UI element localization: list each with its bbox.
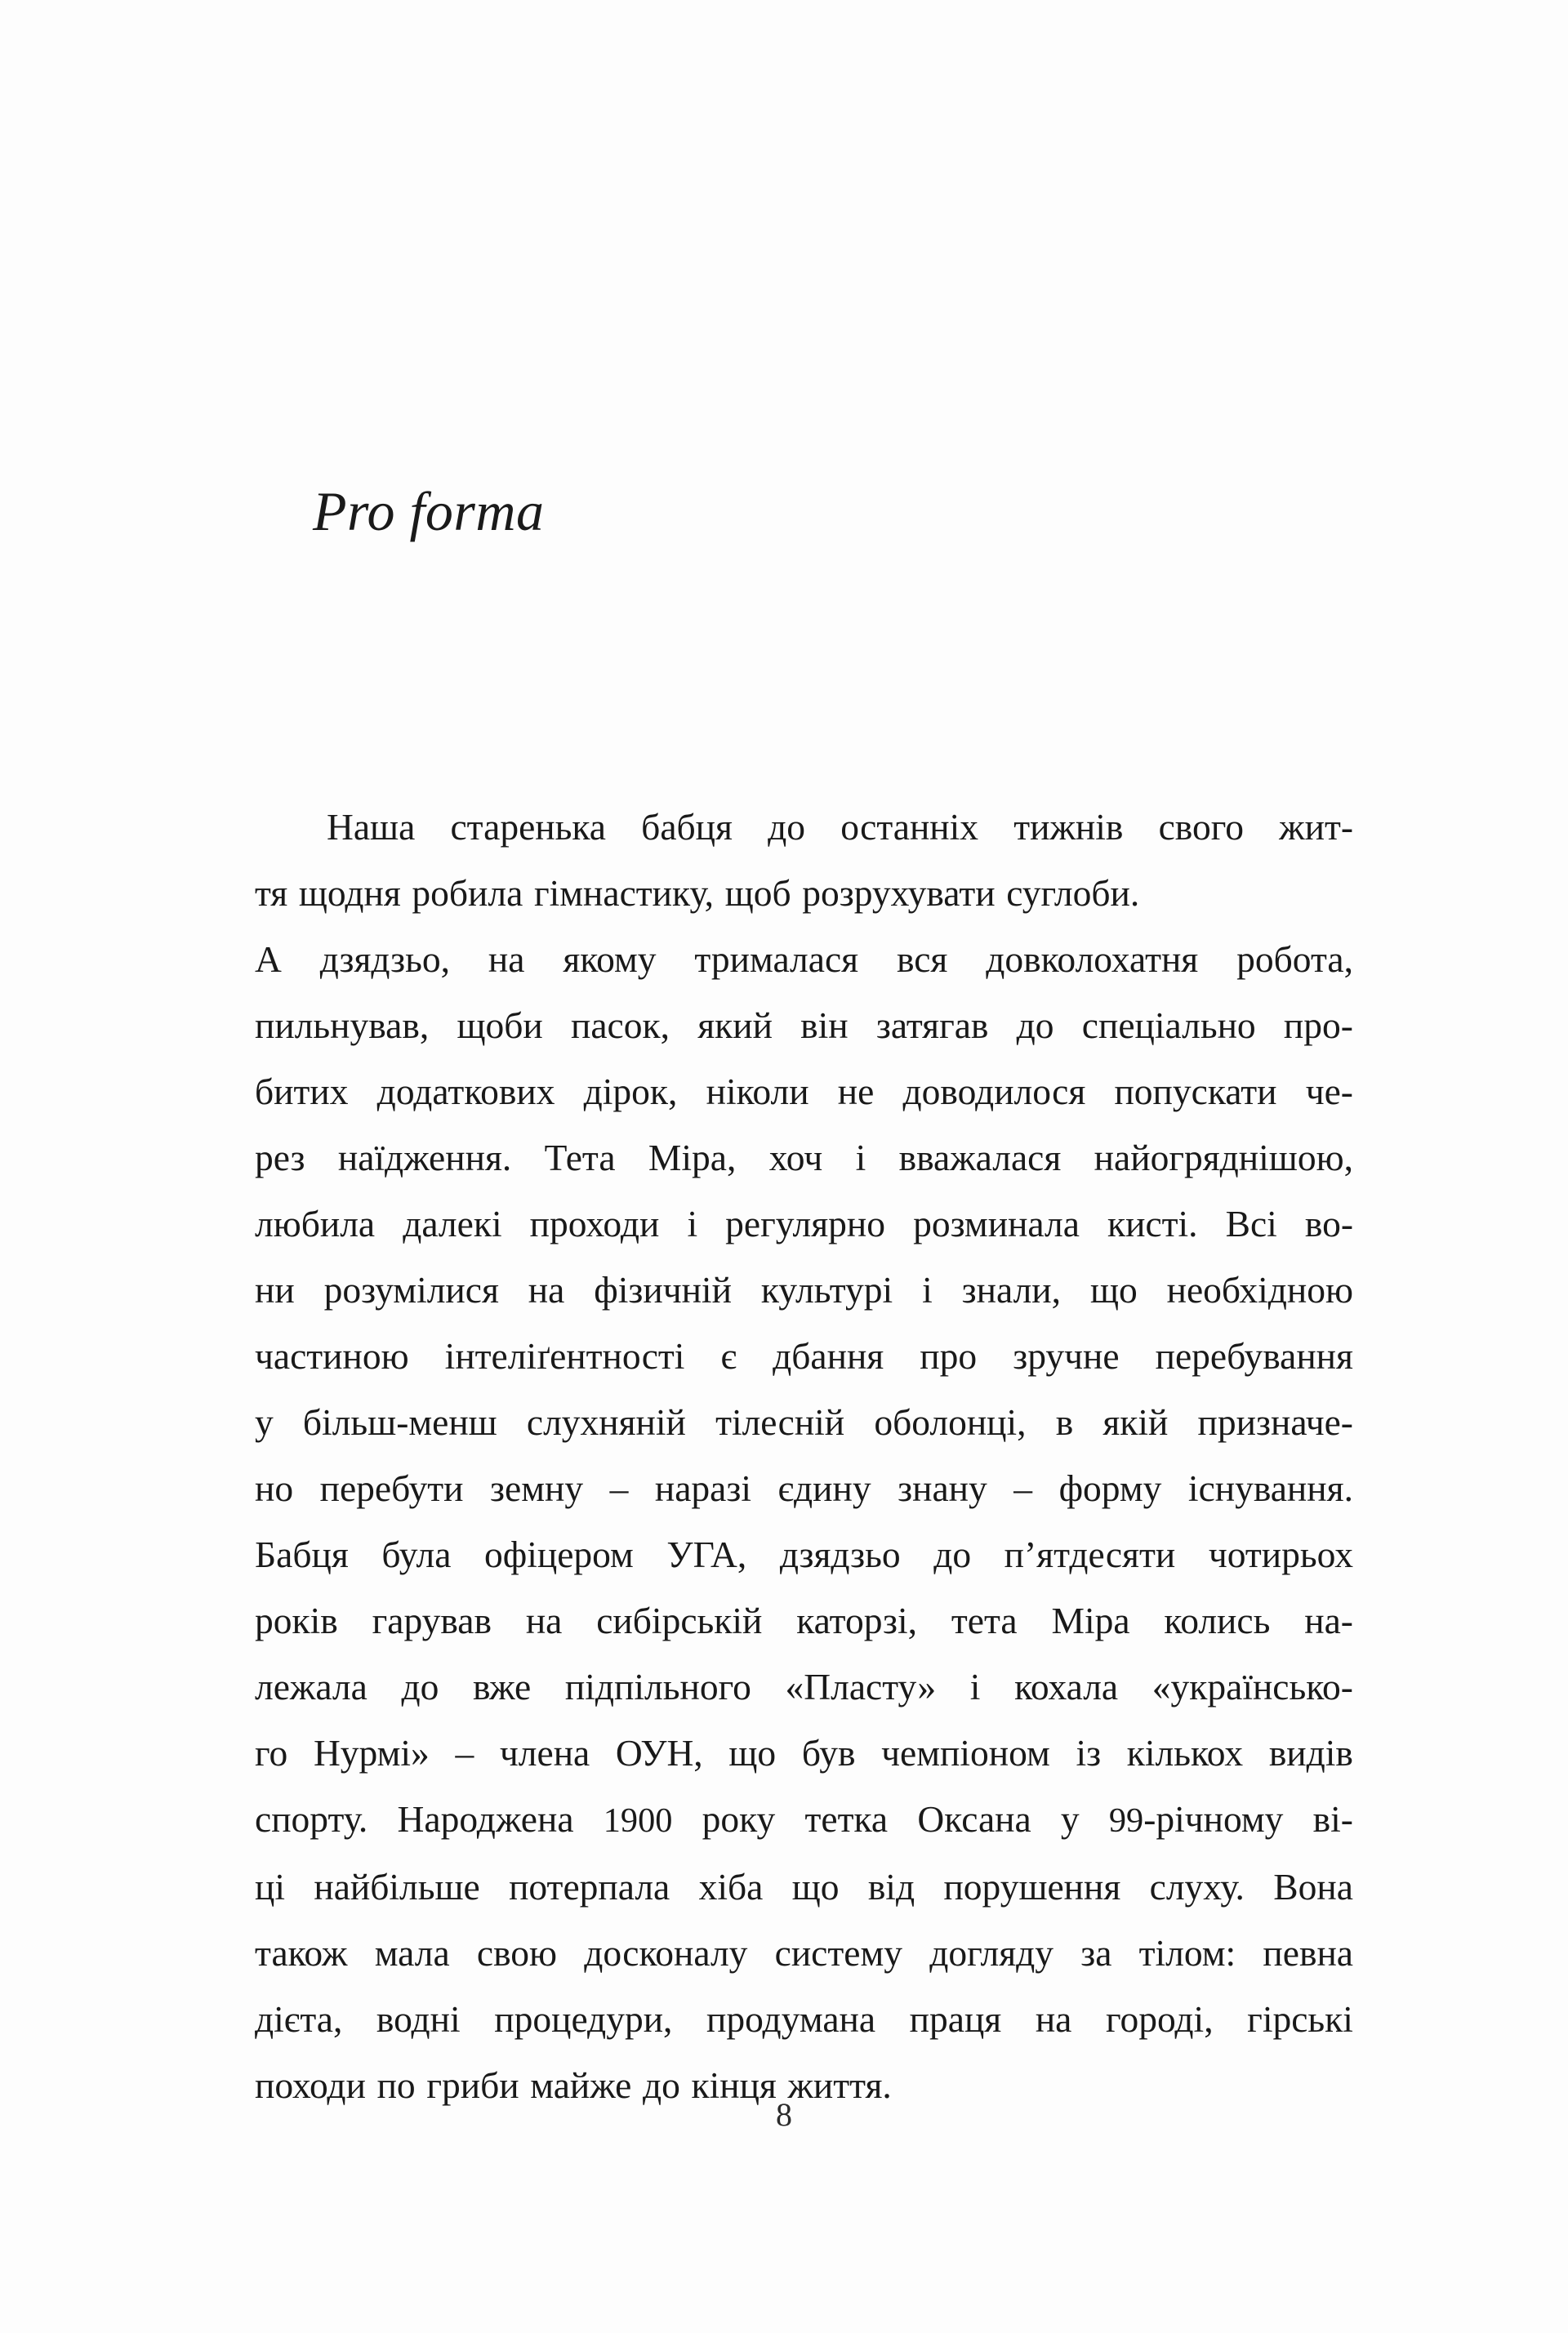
text-word: щоб: [724, 872, 791, 914]
body-text-line: [255, 860, 1353, 926]
text-word: за: [1080, 1932, 1112, 1974]
text-word: дієта,: [255, 1998, 343, 2040]
text-word: в: [1055, 1401, 1074, 1443]
text-word: на: [1035, 1998, 1072, 2040]
text-word: майже: [530, 2064, 632, 2106]
text-word: ніколи: [706, 1071, 809, 1112]
text-word: водні: [376, 1998, 461, 2040]
text-word: до: [401, 1666, 439, 1707]
text-word: Міра: [1051, 1600, 1130, 1641]
text-word: на: [525, 1600, 563, 1641]
text-word: щоби: [457, 1004, 543, 1046]
text-word: довколохатня: [986, 938, 1199, 980]
body-text-line: [255, 1654, 1353, 1720]
text-word: офіцером: [483, 1534, 634, 1575]
text-word: Бабця: [255, 1534, 349, 1575]
text-word: необхідною: [1166, 1269, 1353, 1311]
text-word: кількох: [1126, 1732, 1244, 1774]
text-word: тета: [951, 1600, 1018, 1641]
text-word: не: [837, 1071, 875, 1112]
text-word: років: [255, 1600, 338, 1641]
text-word: який: [697, 1004, 773, 1046]
text-word: пильнував,: [255, 1004, 430, 1046]
text-word: і: [922, 1269, 933, 1311]
text-word: найогряднішою,: [1094, 1137, 1353, 1178]
text-word: Народжена: [397, 1798, 574, 1840]
text-word: гірські: [1247, 1998, 1353, 2040]
text-word: знану: [898, 1467, 987, 1509]
text-word: А: [255, 938, 282, 980]
page-number: 8: [776, 2096, 792, 2133]
text-word: спорту.: [255, 1798, 368, 1840]
text-word: члена: [499, 1732, 590, 1774]
text-word: тілом:: [1138, 1932, 1236, 1974]
text-word: у: [1060, 1798, 1080, 1840]
text-word: гриби: [426, 2064, 519, 2106]
text-word: він: [800, 1004, 849, 1046]
text-word: робота,: [1236, 938, 1353, 980]
text-word: у: [255, 1401, 274, 1443]
text-word: чотирьох: [1208, 1534, 1353, 1575]
text-word: Вона: [1273, 1866, 1353, 1908]
text-word: оболонці,: [874, 1401, 1027, 1443]
text-word: про-: [1283, 1004, 1353, 1046]
text-word: на-: [1304, 1600, 1353, 1641]
text-word: тя: [255, 872, 288, 914]
text-word: якій: [1102, 1401, 1169, 1443]
text-word: попускати: [1114, 1071, 1277, 1112]
text-word: затягав: [875, 1004, 989, 1046]
text-word: битих: [255, 1071, 349, 1112]
text-word: дірок,: [583, 1071, 678, 1112]
body-text-line: [255, 1455, 1353, 1521]
text-word: земну: [490, 1467, 584, 1509]
text-word: інтеліґентності: [444, 1335, 685, 1377]
text-word: і: [855, 1137, 866, 1178]
text-word: пасок,: [570, 1004, 670, 1046]
text-word: ві-: [1312, 1798, 1353, 1840]
text-word: існування.: [1187, 1467, 1353, 1509]
text-word: любила: [255, 1203, 376, 1244]
text-word: також: [255, 1932, 348, 1974]
text-word: жит-: [1279, 806, 1353, 848]
text-word: розумілися: [323, 1269, 499, 1311]
text-word: від: [867, 1866, 915, 1908]
text-word: УГА,: [666, 1534, 747, 1575]
text-word: далекі: [403, 1203, 502, 1244]
text-word: культурі: [760, 1269, 893, 1311]
text-word: кінця: [691, 2064, 777, 2106]
text-word: із: [1076, 1732, 1102, 1774]
text-word: потерпала: [509, 1866, 670, 1908]
text-word: 1900: [603, 1801, 673, 1840]
text-word: певна: [1263, 1932, 1353, 1974]
text-word: ни: [255, 1269, 295, 1311]
text-word: до: [933, 1534, 972, 1575]
body-text-block: [255, 794, 1353, 2118]
text-word: дзядзьо,: [319, 938, 450, 980]
text-word: го: [255, 1732, 288, 1774]
text-word: була: [381, 1534, 452, 1575]
text-word: спеціально: [1081, 1004, 1256, 1046]
body-text-line: [255, 1786, 1353, 1854]
text-word: слуху.: [1149, 1866, 1245, 1908]
text-word: ці: [255, 1866, 285, 1908]
text-word: проходи: [529, 1203, 660, 1244]
text-word: зручне: [1013, 1335, 1120, 1377]
text-word: і: [969, 1666, 981, 1707]
text-word: «українсько-: [1152, 1666, 1353, 1707]
text-word: робила: [412, 872, 523, 914]
body-text-line: [255, 1058, 1353, 1124]
text-word: но: [255, 1467, 294, 1509]
text-word: є: [720, 1335, 737, 1377]
text-word: ОУН,: [615, 1732, 703, 1774]
text-word: городі,: [1105, 1998, 1214, 2040]
text-word: останніх: [840, 806, 979, 848]
text-word: найбільше: [314, 1866, 480, 1908]
text-word: регулярно: [725, 1203, 886, 1244]
body-text-line: [255, 1720, 1353, 1786]
text-word: лежала: [255, 1666, 368, 1707]
text-word: дбання: [773, 1335, 884, 1377]
text-word: наїдження.: [337, 1137, 512, 1178]
body-text-line: [255, 1854, 1353, 1920]
body-text-line: [255, 992, 1353, 1058]
text-word: чемпіоном: [881, 1732, 1050, 1774]
text-word: на: [528, 1269, 565, 1311]
body-text-line: [255, 1191, 1353, 1257]
page-title: Pro forma: [313, 479, 545, 542]
text-word: свою: [476, 1932, 558, 1974]
body-text-line: [255, 1257, 1353, 1323]
text-word: року: [702, 1798, 776, 1840]
text-word: походи: [255, 2064, 366, 2106]
text-word: вважалася: [898, 1137, 1062, 1178]
text-word: частиною: [255, 1335, 409, 1377]
text-word: –: [1013, 1467, 1033, 1509]
text-word: п’ятдесяти: [1004, 1534, 1176, 1575]
text-word: фізичній: [594, 1269, 732, 1311]
text-word: Міра,: [648, 1137, 737, 1178]
text-word: гімнастику,: [533, 872, 715, 914]
text-word: –: [609, 1467, 629, 1509]
text-word: –: [455, 1732, 474, 1774]
text-word: каторзі,: [796, 1600, 918, 1641]
text-word: знали,: [961, 1269, 1062, 1311]
text-word: перебування: [1155, 1335, 1353, 1377]
text-word: досконалу: [584, 1932, 748, 1974]
text-word: старенька: [450, 806, 606, 848]
text-word: 99-річному: [1108, 1798, 1284, 1840]
text-word: підпільного: [564, 1666, 751, 1707]
body-text-line: [255, 794, 1353, 860]
text-word: що: [791, 1866, 840, 1908]
text-word: щодня: [298, 872, 401, 914]
text-word: видів: [1268, 1732, 1353, 1774]
text-word: більш-менш: [302, 1401, 497, 1443]
text-word: порушення: [943, 1866, 1121, 1908]
text-word: Тета: [544, 1137, 616, 1178]
text-word: до: [1016, 1004, 1054, 1046]
text-word: гарував: [372, 1600, 492, 1641]
body-text-line: [255, 1521, 1353, 1587]
text-word: вже: [473, 1666, 532, 1707]
text-word: по: [376, 2064, 416, 2106]
text-word: про: [920, 1335, 978, 1377]
text-word: єдину: [777, 1467, 871, 1509]
text-word: Всі: [1225, 1203, 1277, 1244]
text-word: був: [801, 1732, 856, 1774]
body-text-line: [255, 1124, 1353, 1191]
text-word: форму: [1058, 1467, 1162, 1509]
body-text-line: [255, 1986, 1353, 2052]
text-word: че-: [1305, 1071, 1353, 1112]
text-word: призначе-: [1197, 1401, 1353, 1443]
text-word: догляду: [929, 1932, 1054, 1974]
text-word: суглоби.: [1006, 872, 1140, 914]
text-word: свого: [1158, 806, 1244, 848]
text-word: продумана: [706, 1998, 876, 2040]
text-word: во-: [1304, 1203, 1353, 1244]
text-word: слухняній: [526, 1401, 686, 1443]
text-word: на: [488, 938, 525, 980]
text-word: кисті.: [1107, 1203, 1198, 1244]
text-word: розминала: [913, 1203, 1080, 1244]
text-word: праця: [909, 1998, 1002, 2040]
text-word: до: [642, 2064, 680, 2106]
text-word: процедури,: [494, 1998, 673, 2040]
text-word: дзядзьо: [779, 1534, 901, 1575]
text-word: розрухувати: [802, 872, 996, 914]
text-word: якому: [563, 938, 657, 980]
text-word: перебути: [319, 1467, 464, 1509]
text-word: трималася: [694, 938, 859, 980]
text-word: рез: [255, 1137, 305, 1178]
text-word: що: [728, 1732, 777, 1774]
text-word: і: [687, 1203, 698, 1244]
text-word: тижнів: [1013, 806, 1124, 848]
text-word: Нурмі»: [313, 1732, 430, 1774]
text-word: мала: [374, 1932, 450, 1974]
text-word: кохала: [1014, 1666, 1119, 1707]
text-word: «Пласту»: [785, 1666, 937, 1707]
body-text-line: [255, 926, 1353, 992]
text-word: що: [1089, 1269, 1138, 1311]
text-word: Оксана: [917, 1798, 1031, 1840]
text-word: сибірській: [596, 1600, 763, 1641]
text-word: тетка: [804, 1798, 889, 1840]
text-word: колись: [1164, 1600, 1271, 1641]
body-text-line: [255, 1587, 1353, 1654]
text-word: доводилося: [902, 1071, 1086, 1112]
text-word: життя.: [787, 2064, 892, 2106]
text-word: хоч: [768, 1137, 823, 1178]
body-text-line: [255, 1920, 1353, 1986]
text-word: до: [768, 806, 806, 848]
body-text-line: [255, 1323, 1353, 1389]
text-word: тілесній: [715, 1401, 845, 1443]
text-word: вся: [896, 938, 948, 980]
text-word: хіба: [698, 1866, 764, 1908]
text-word: бабця: [641, 806, 733, 848]
text-word: наразі: [654, 1467, 751, 1509]
body-text-line: [255, 1389, 1353, 1455]
text-word: систему: [774, 1932, 903, 1974]
text-word: додаткових: [376, 1071, 555, 1112]
text-word: Наша: [327, 806, 416, 848]
